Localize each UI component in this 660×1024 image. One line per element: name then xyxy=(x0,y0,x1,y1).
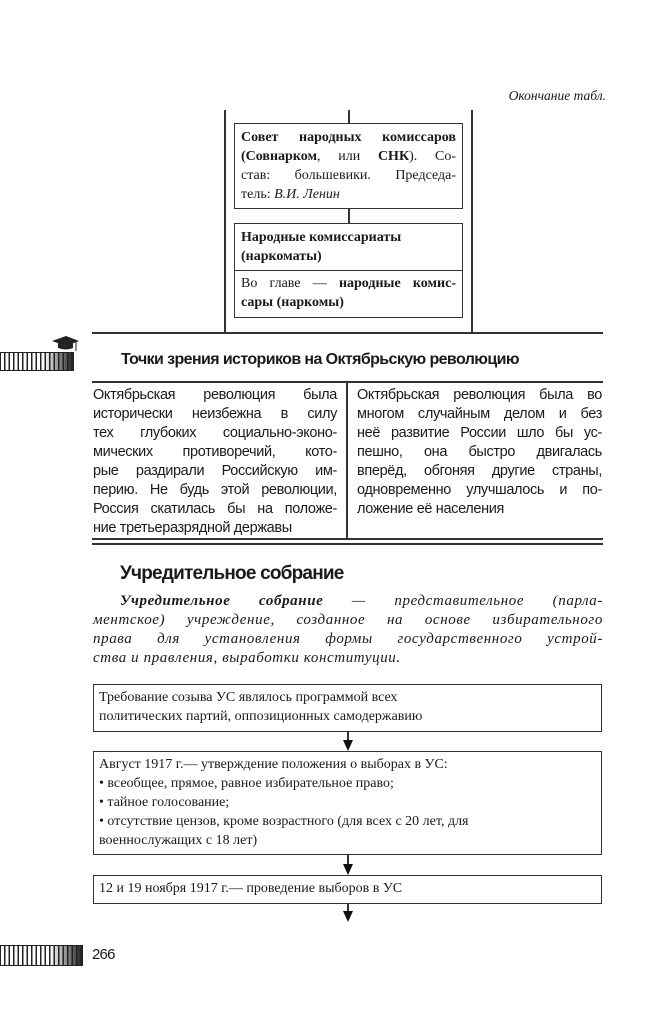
scheme-right-line xyxy=(471,110,473,332)
table-end-rule xyxy=(92,332,603,334)
text-line: Россия скатилась бы на положе- xyxy=(93,501,337,517)
scheme-connector-mid xyxy=(348,208,350,223)
list-item: • всеобщее, прямое, равное избирательное право; xyxy=(99,776,394,791)
column-divider xyxy=(346,382,348,539)
text: народные комис- xyxy=(338,276,456,291)
text-line: рые раздирали Российскую им- xyxy=(93,463,337,479)
text-line: перию. Не будь этой революции, xyxy=(93,482,337,498)
sovnarkom-line xyxy=(241,147,456,166)
scheme-left-line xyxy=(224,110,226,332)
scheme-connector-top xyxy=(348,110,350,123)
arrow-down-icon xyxy=(343,911,353,922)
flow-step-2 xyxy=(93,751,602,855)
text: ). Со- xyxy=(409,149,456,164)
flow-arrow-line xyxy=(347,855,349,864)
double-rule-top xyxy=(92,538,603,540)
list-item: • отсутствие цензов, кроме возрастного (для всех с 20 лет, для xyxy=(99,814,469,829)
sovnarkom-line: Совет народных комиссаров xyxy=(241,130,456,145)
text-line: ние третьеразрядной державы xyxy=(93,520,292,536)
section-marker-icon xyxy=(0,352,74,371)
sovnarkom-line xyxy=(241,185,456,204)
double-rule-bottom xyxy=(92,543,603,545)
text-line: Требование созыва УС являлось программой всех xyxy=(99,690,398,705)
page-number: 266 xyxy=(92,946,115,963)
text: тель: xyxy=(241,187,275,202)
rule xyxy=(92,381,603,383)
text-line: права для установления формы государственного устрой- xyxy=(93,631,603,647)
text: , или xyxy=(317,149,378,164)
text-line: ложение её населения xyxy=(357,501,505,517)
text: (наркоматы) xyxy=(241,249,322,264)
narkomaty-body xyxy=(235,271,462,315)
sovnarkom-box xyxy=(234,123,463,209)
text-line: военнослужащих с 18 лет) xyxy=(99,833,258,848)
text-line: Октябрьская революция была во xyxy=(357,387,602,403)
text-line: многом случайным делом и без xyxy=(357,406,602,422)
assembly-title: Учредительное собрание xyxy=(120,563,344,584)
text-line: Октябрьская революция была xyxy=(93,387,337,403)
viewpoint-left xyxy=(93,386,337,538)
page-marker-icon xyxy=(0,945,83,966)
viewpoints-title: Точки зрения историков на Октябрьскую революцию xyxy=(121,351,519,368)
text-line: пешно, она быстро двигалась xyxy=(357,444,602,460)
text-line: ментское) учреждение, созданное на основе избирательного xyxy=(93,612,603,628)
text: СНК xyxy=(377,149,410,164)
text-line: мических противоречий, кото- xyxy=(93,444,337,460)
chairman-name: В.И. Ленин xyxy=(274,187,340,202)
text-line: одновременно улучшалось и по- xyxy=(357,482,602,498)
text: сары (наркомы) xyxy=(241,295,344,310)
narkomaty-box xyxy=(234,223,463,318)
arrow-down-icon xyxy=(343,864,353,875)
text-line: тех глубоких социально-эконо- xyxy=(93,425,337,441)
flow-step-1 xyxy=(93,684,602,732)
text-line: политических партий, оппозиционных самодержавию xyxy=(99,709,423,724)
defined-term: Учредительное собрание xyxy=(120,593,324,609)
flow-arrow-line xyxy=(347,732,349,740)
text-line: вперёд, обгоняя другие страны, xyxy=(357,463,602,479)
narkomaty-title xyxy=(235,224,462,271)
arrow-down-icon xyxy=(343,740,353,751)
assembly-definition xyxy=(93,592,603,668)
text: Во главе — xyxy=(241,276,339,291)
list-item: • тайное голосование; xyxy=(99,795,230,810)
text: Народные комиссариаты xyxy=(241,230,402,245)
viewpoint-right xyxy=(357,386,602,519)
text: (Совнарком xyxy=(241,149,317,164)
text: — представительное (парла- xyxy=(323,593,604,609)
text-line: исторически неизбежна в силу xyxy=(93,406,337,422)
flow-step-3 xyxy=(93,875,602,904)
continuation-label: Окончание табл. xyxy=(508,88,606,103)
text-line: 12 и 19 ноября 1917 г.— проведение выборов в УС xyxy=(99,881,403,896)
text-line: Август 1917 г.— утверждение положения о выборах в УС: xyxy=(99,757,448,772)
text-line: ства и правления, выработки конституции. xyxy=(93,650,401,666)
sovnarkom-line: став: большевики. Председа- xyxy=(241,168,456,183)
text-line: неё развитие России шло бы ус- xyxy=(357,425,602,441)
